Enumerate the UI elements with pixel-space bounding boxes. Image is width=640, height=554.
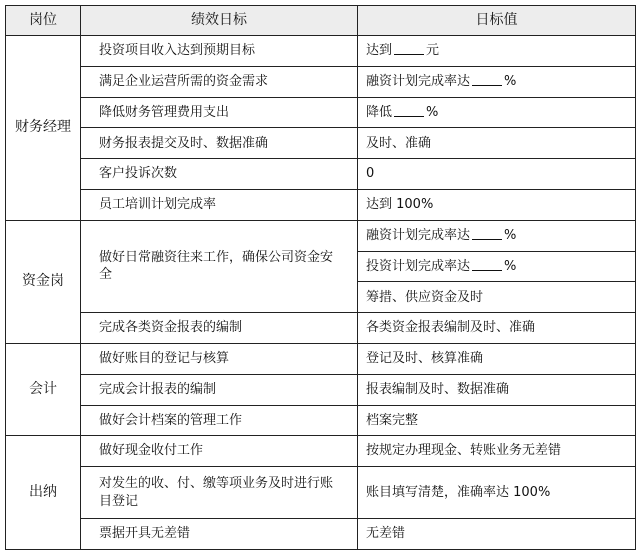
table-row <box>6 189 636 220</box>
table-row <box>6 128 636 159</box>
target-cell: 按规定办理现金、转账业务无差错 <box>358 436 636 467</box>
target-suffix: % <box>426 104 439 120</box>
table-row <box>6 66 636 97</box>
fill-blank <box>394 42 424 55</box>
target-suffix: 元 <box>426 43 440 59</box>
kpi-cell: 做好账目的登记与核算 <box>81 343 358 374</box>
target-cell <box>358 251 636 282</box>
target-text: 融资计划完成率达 <box>366 73 471 89</box>
table-row <box>6 374 636 405</box>
table-row <box>6 97 636 128</box>
table-row <box>6 467 636 519</box>
target-suffix: % <box>504 227 517 243</box>
target-cell: 报表编制及时、数据准确 <box>358 374 636 405</box>
header-row <box>6 6 636 36</box>
post-cell: 会计 <box>6 343 81 435</box>
kpi-cell: 做好会计档案的管理工作 <box>81 405 358 436</box>
fill-blank <box>472 258 502 271</box>
post-cell: 财务经理 <box>6 36 81 221</box>
target-cell <box>358 220 636 251</box>
target-cell: 账目填写清楚，准确率达 100% <box>358 467 636 519</box>
table-row <box>6 159 636 190</box>
target-suffix: % <box>504 258 517 274</box>
target-text: 达到 <box>366 43 393 59</box>
post-cell: 出纳 <box>6 436 81 550</box>
kpi-cell: 票据开具无差错 <box>81 519 358 550</box>
fill-blank <box>472 73 502 86</box>
header-post: 岗位 <box>6 6 81 36</box>
table-row <box>6 343 636 374</box>
post-cell: 资金岗 <box>6 220 81 343</box>
kpi-cell: 做好现金收付工作 <box>81 436 358 467</box>
kpi-cell: 对发生的收、付、缴等项业务及时进行账目登记 <box>81 467 358 519</box>
target-cell <box>358 66 636 97</box>
fill-blank <box>394 104 424 117</box>
kpi-cell: 满足企业运营所需的资金需求 <box>81 66 358 97</box>
table-row <box>6 36 636 67</box>
target-cell <box>358 36 636 67</box>
kpi-cell: 财务报表提交及时、数据准确 <box>81 128 358 159</box>
kpi-cell: 员工培训计划完成率 <box>81 189 358 220</box>
table-row <box>6 405 636 436</box>
target-text: 融资计划完成率达 <box>366 227 471 243</box>
kpi-cell: 完成各类资金报表的编制 <box>81 313 358 344</box>
kpi-cell: 降低财务管理费用支出 <box>81 97 358 128</box>
target-cell: 0 <box>358 159 636 190</box>
kpi-cell: 做好日常融资往来工作，确保公司资金安全 <box>81 220 358 312</box>
table-row <box>6 313 636 344</box>
header-kpi: 绩效日标 <box>81 6 358 36</box>
table-row <box>6 220 636 251</box>
target-cell: 无差错 <box>358 519 636 550</box>
target-cell: 筹措、供应资金及时 <box>358 282 636 313</box>
header-target: 日标值 <box>358 6 636 36</box>
fill-blank <box>472 227 502 240</box>
kpi-cell: 客户投诉次数 <box>81 159 358 190</box>
target-cell: 达到 100% <box>358 189 636 220</box>
table-row <box>6 519 636 550</box>
target-suffix: % <box>504 73 517 89</box>
target-cell: 登记及时、核算准确 <box>358 343 636 374</box>
target-cell: 及时、准确 <box>358 128 636 159</box>
target-text: 降低 <box>366 104 393 120</box>
kpi-cell: 完成会计报表的编制 <box>81 374 358 405</box>
target-cell <box>358 97 636 128</box>
table-row <box>6 436 636 467</box>
target-text: 投资计划完成率达 <box>366 258 471 274</box>
target-cell: 各类资金报表编制及时、准确 <box>358 313 636 344</box>
kpi-table <box>5 5 636 550</box>
target-cell: 档案完整 <box>358 405 636 436</box>
kpi-cell: 投资项目收入达到预期目标 <box>81 36 358 67</box>
